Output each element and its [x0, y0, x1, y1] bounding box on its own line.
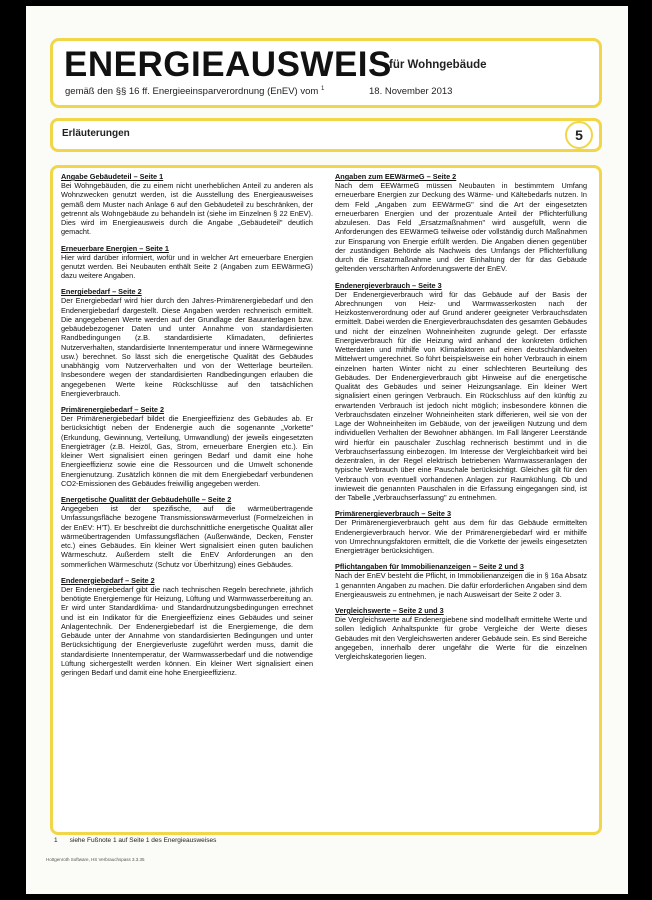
explanation-block [61, 495, 313, 569]
block-heading: Endenergieverbrauch – Seite 3 [335, 280, 442, 290]
footnote [54, 837, 216, 844]
block-text: Der Primärenergiebedarf bildet die Energieeffizienz des Gebäudes ab. Er berücksichtigt neben der Endenergie auch die sogenannte „Vorkette" (Erkundung, Gewinnung, Verteilung, Umwandlung) der jeweils eingesetzten Energieträger (z.B. Heizöl, Gas, Strom, erneuerbare Energien etc.). Ein kleiner Wert signalisiert einen geringen Bedarf und damit eine hohe Energieeffizienz sowie eine die Ressourcen und die Umwelt schonende Energienutzung. Zusätzlich können die mit dem Energiebedarf verbundenen CO2-Emissionen des Gebäudes freiwillig angegeben werden. [61, 414, 313, 488]
block-heading: Angaben zum EEWärmeG – Seite 2 [335, 172, 457, 181]
regulation-date: 18. November 2013 [369, 86, 453, 97]
explanation-block [61, 405, 313, 488]
footnote-text: siehe Fußnote 1 auf Seite 1 des Energieausweises [69, 837, 217, 844]
explanation-block [61, 576, 313, 678]
block-heading: Primärenergiebedarf – Seite 2 [61, 405, 165, 414]
block-text: Nach dem EEWärmeG müssen Neubauten in bestimmtem Umfang erneuerbare Energien zur Deckung des Wärme- und Kältebedarfs nutzen. In dem Feld „Angaben zum EEWärmeG" sind die Art der eingesetzten erneuerbaren Energien und der prozentuale Anteil der Pflichterfüllung abzulesen. Das Feld „Ersatzmaßnahmen" wird ausgefüllt, wenn die Anforderungen des EEWärmeG teilweise oder vollständig durch Maßnahmen zur Einsparung von Energie erfüllt werden. Die Angaben dienen gegenüber der zuständigen Behörde als Nachweis des Umfangs der Pflichterfüllung durch die Ersatzmaßnahme und der Einhaltung der für das Gebäude geltenden verschärften Anforderungswerte der EnEV. [335, 181, 587, 274]
block-text: Die Vergleichswerte auf Endenergiebene sind modellhaft ermittelte Werte und sollen lediglich Anhaltspunkte für grobe Vergleiche der Werte dieses Gebäudes mit den Vergleichswerten anderer Gebäude sein. Es sind Bereiche angegeben, innerhalb derer ungefähr die Werte für die einzelnen Vergleichskategorien liegen. [335, 615, 587, 661]
block-heading: Pflichtangaben für Immobilienanzeigen – Seite 2 und 3 [335, 562, 524, 572]
section-title: Erläuterungen [62, 128, 130, 139]
block-heading: Energetische Qualität der Gebäudehülle – Seite 2 [61, 495, 232, 504]
block-text: Nach der EnEV besteht die Pflicht, in Immobilienanzeigen die in § 16a Absatz 1 genannten Angaben zu machen. Die dafür erforderlichen Angaben sind dem Energieausweis zu entnehmen, je nach Ausweisart der Seite 2 oder 3. [335, 571, 587, 599]
block-heading: Endenergiebedarf – Seite 2 [61, 575, 155, 585]
explanation-block [335, 172, 587, 274]
block-heading: Primärenergieverbrauch – Seite 3 [335, 509, 451, 519]
explanations-box [50, 165, 602, 835]
explanation-block [61, 172, 313, 237]
explanation-block [335, 606, 587, 661]
right-column [335, 172, 587, 668]
footnote-mark: 1 [54, 837, 58, 844]
legal-basis-footnote-mark: 1 [320, 86, 325, 92]
explanation-block [61, 287, 313, 398]
block-heading: Vergleichswerte – Seite 2 und 3 [335, 606, 444, 615]
left-column [61, 172, 313, 684]
legal-basis [65, 86, 324, 97]
block-text: Der Endenergiebedarf gibt die nach technischen Regeln berechnete, jährlich benötigte Energiemenge für Heizung, Lüftung und Warmwasserbereitung an. Er wird unter Standardklima- und Standardnutzungsbedingungen errechnet und ist ein Indikator für die Energieeffizienz eines Gebäudes und seiner Anlagentechnik. Der Endenergiebedarf ist die Energiemenge, die dem Gebäude unter der Annahme von standardisierten Bedingungen und unter Berücksichtigung der Energieverluste zugeführt werden muss, damit die standardisierte Innentemperatur, der Warmwasserbedarf und die notwendige Lüftung sichergestellt werden können. Ein kleiner Wert signalisiert einen geringen Bedarf und damit eine hohe Energieeffizienz. [61, 584, 313, 677]
header-box [50, 38, 602, 108]
block-heading: Angabe Gebäudeteil – Seite 1 [61, 172, 164, 181]
block-text: Hier wird darüber informiert, wofür und in welcher Art erneuerbare Energien genutzt werden. Bei Neubauten enthält Seite 2 (Angaben zum EEWärmeG) dazu weitere Angaben. [61, 252, 313, 280]
document-title: ENERGIEAUSWEIS [64, 45, 392, 84]
legal-basis-text: gemäß den §§ 16 ff. Energieeinsparverordnung (EnEV) vom [65, 86, 319, 98]
document-subtitle: für Wohngebäude [389, 59, 487, 71]
explanation-block [335, 281, 587, 503]
section-bar [50, 118, 602, 152]
block-heading: Erneuerbare Energien – Seite 1 [61, 243, 169, 253]
explanation-block [61, 244, 313, 281]
page-number-badge: 5 [565, 121, 593, 149]
block-text: Der Endenergieverbrauch wird für das Gebäude auf der Basis der Abrechnungen von Heiz- und Warmwasserkosten nach der Heizkostenverordnung oder auf Grund anderer geeigneter Verbrauchsdaten ermittelt. Dabei werden die Energieverbrauchsdaten des gesamten Gebäudes und nicht der einzelnen Wohneinheiten zugrunde gelegt. Der erfasste Energieverbrauch für die Heizung wird anhand der konkreten örtlichen Wetterdaten und mithilfe von Klimafaktoren auf einen deutschlandweiten Mittelwert umgerechnet. So führt beispielsweise ein hoher Verbrauch in einem einzelnen harten Winter nicht zu einer schlechteren Beurteilung des Gebäudes. Der Endenergieverbrauch gibt Hinweise auf die energetische Qualität des Gebäudes und seiner Heizungsanlage. Ein kleiner Wert signalisiert einen geringen Verbrauch. Ein Rückschluss auf den künftig zu erwartenden Verbrauch ist jedoch nicht möglich; insbesondere können die Verbrauchsdaten einzelner Wohneinheiten stark differieren, weil sie von der Lage der Wohneinheiten im Gebäude, von der jeweiligen Nutzung und dem individuellen Verhalten der Bewohner abhängen. Im Fall längerer Leerstände wird hierfür ein pauschaler Zuschlag rechnerisch bestimmt und in die Verbrauchserfassung einbezogen. Im Interesse der Vergleichbarkeit wird bei dezentralen, in der Regel elektrisch betriebenen Warmwasseranlagen der typische Verbrauch über eine Pauschale berücksichtigt. Gleiches gilt für den Verbrauch von eventuell vorhandenen Anlagen zur Raumkühlung. Ob und inwieweit die genannten Pauschalen in die Erfassung eingegangen sind, ist der Tabelle „Verbrauchserfassung" zu entnehmen. [335, 289, 587, 502]
block-text: Der Energiebedarf wird hier durch den Jahres-Primärenergiebedarf und den Endenergiebedarf dargestellt. Diese Angaben werden rechnerisch ermittelt. Die angegebenen Werte werden auf der Grundlage der Bauunterlagen bzw. gebäudebezogener Daten und unter Annahme von standardisierten Randbedingungen (z.B. standardisierte Klimadaten, definiertes Nutzerverhalten, standardisierte Innentemperatur und innere Wärmegewinne usw.) berechnet. So lässt sich die energetische Qualität des Gebäudes unabhängig vom Nutzerverhalten und von der Wetterlage beurteilen. Insbesondere wegen der standardisierten Randbedingungen erlauben die angegebenen Werte keine Rückschlüsse auf den tatsächlichen Energieverbrauch. [61, 296, 313, 398]
block-heading: Energiebedarf – Seite 2 [61, 287, 142, 297]
explanation-block [335, 562, 587, 599]
explanation-block [335, 509, 587, 555]
block-text: Der Primärenergieverbrauch geht aus dem für das Gebäude ermittelten Endenergieverbrauch hervor. Wie der Primärenergiebedarf wird er mithilfe von Umrechnungsfaktoren ermittelt, die die Vorkette der jeweils eingesetzten Energieträger berücksichtigen. [335, 518, 587, 555]
software-credit: Hottgenroth Software, HS Verbrauchspass 3.3.35 [46, 857, 145, 862]
block-text: Angegeben ist der spezifische, auf die wärmeübertragende Umfassungsfläche bezogene Transmissionswärmeverlust (Formelzeichen in der EnEV: H'T). Er beschreibt die durchschnittliche energetische Qualität aller wärmeübertragenden Umfassungsflächen (Außenwände, Decken, Fenster etc.) eines Gebäudes. Ein kleiner Wert signalisiert einen guten baulichen Wärmeschutz. Außerdem stellt die EnEV Anforderungen an den sommerlichen Wärmeschutz (Schutz vor Überhitzung) eines Gebäudes. [61, 504, 313, 569]
block-text: Bei Wohngebäuden, die zu einem nicht unerheblichen Anteil zu anderen als Wohnzwecken genutzt werden, ist die Ausstellung des Energieausweises gemäß dem Muster nach Anlage 6 auf den Gebäudeteil zu beschränken, der getrennt als Wohngebäude zu behandeln ist (siehe im Einzelnen § 22 EnEV). Dies wird im Energieausweis durch die Angabe „Gebäudeteil" deutlich gemacht. [61, 181, 313, 237]
